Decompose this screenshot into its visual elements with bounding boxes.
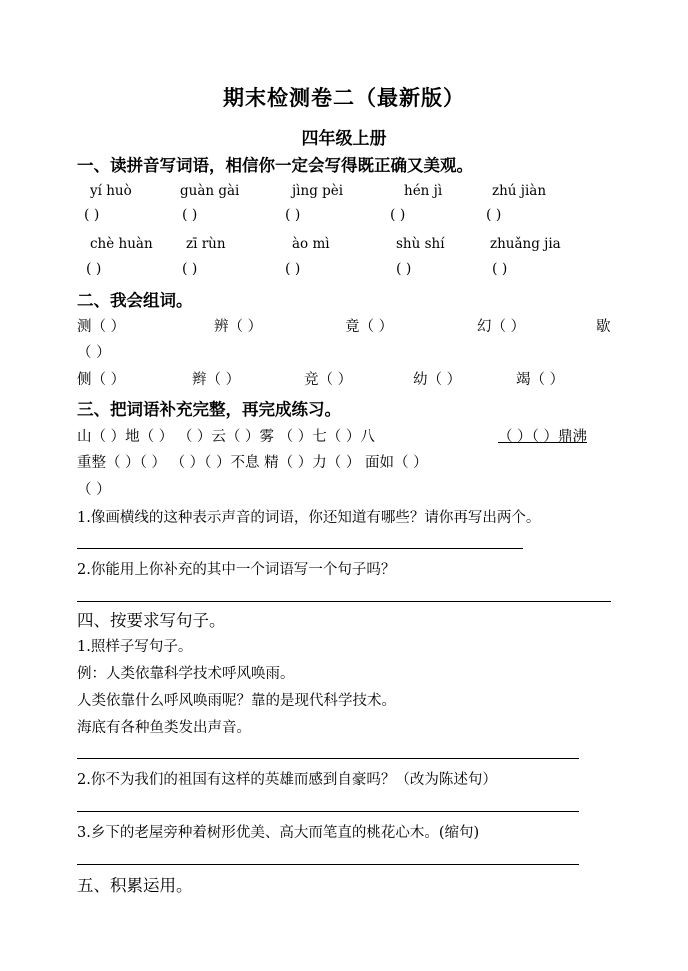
answer-blank[interactable]: ( ) — [285, 261, 301, 277]
example-answer: 人类依靠什么呼风唤雨呢？靠的是现代科学技术。 — [77, 693, 396, 709]
question-1: 1.照样子写句子。 — [77, 639, 193, 655]
word-item[interactable]: 竞（ ） — [304, 372, 353, 388]
pinyin-10: zhuǎng jia — [490, 236, 561, 252]
word-item-wrap[interactable]: （ ） — [77, 345, 111, 361]
idiom-row-1[interactable]: 山（ ）地（ ） （ ）云（ ）雾 （ ）七（ ）八 — [77, 429, 375, 445]
answer-line[interactable] — [77, 548, 523, 549]
section3-heading: 三、把词语补充完整，再完成练习。 — [77, 400, 341, 419]
word-item[interactable]: 竭（ ） — [516, 372, 565, 388]
pinyin-5: zhú jiàn — [492, 183, 547, 199]
question-2: 2.你不为我们的祖国有这样的英雄而感到自豪吗？（改为陈述句） — [77, 772, 497, 788]
pinyin-7: zī rùn — [186, 236, 226, 252]
pinyin-9: shù shí — [396, 236, 445, 252]
idiom-row-3[interactable]: （ ） — [77, 482, 111, 498]
pinyin-3: jìng pèi — [292, 183, 344, 199]
section2-heading: 二、我会组词。 — [77, 291, 193, 310]
question-2: 2.你能用上你补充的其中一个词语写一个句子吗？ — [77, 562, 396, 578]
answer-blank[interactable]: ( ) — [486, 207, 502, 223]
page-subtitle: 四年级上册 — [301, 129, 387, 149]
question-1: 1.像画横线的这种表示声音的词语，你还知道有哪些？请你再写出两个。 — [77, 510, 541, 526]
idiom-row-2[interactable]: 重整（ ）（ ） （ ）（ ）不息 精（ ）力（ ） 面如（ ） — [77, 455, 428, 471]
answer-blank[interactable]: ( ) — [396, 261, 412, 277]
answer-blank[interactable]: ( ) — [182, 261, 198, 277]
prompt-sentence: 海底有各种鱼类发出声音。 — [77, 720, 251, 736]
word-item[interactable]: 辨（ ） — [214, 319, 263, 335]
word-item[interactable]: 侧（ ） — [77, 372, 126, 388]
answer-blank[interactable]: ( ) — [285, 207, 301, 223]
answer-blank[interactable]: ( ) — [84, 207, 100, 223]
answer-line[interactable] — [77, 601, 611, 602]
word-item[interactable]: 竟（ ） — [345, 319, 394, 335]
word-item[interactable]: 辫（ ） — [192, 372, 241, 388]
section1-heading: 一、读拼音写词语，相信你一定会写得既正确又美观。 — [77, 156, 473, 175]
idiom-underlined[interactable]: （ ）（ ）鼎沸 — [498, 429, 587, 445]
word-item[interactable]: 测（ ） — [77, 319, 126, 335]
pinyin-2: guàn gài — [180, 183, 240, 199]
question-3: 3.乡下的老屋旁种着树形优美、高大而笔直的桃花心木。(缩句) — [77, 825, 480, 841]
word-item[interactable]: 幼（ ） — [413, 372, 462, 388]
section4-heading: 四、按要求写句子。 — [77, 611, 226, 630]
pinyin-6: chè huàn — [90, 236, 153, 252]
answer-blank[interactable]: ( ) — [86, 261, 102, 277]
answer-blank[interactable]: ( ) — [182, 207, 198, 223]
answer-line[interactable] — [77, 811, 579, 812]
pinyin-1: yí huò — [90, 183, 132, 199]
example-sentence: 例：人类依靠科学技术呼风唤雨。 — [77, 666, 295, 682]
answer-blank[interactable]: ( ) — [492, 261, 508, 277]
answer-line[interactable] — [77, 864, 579, 865]
word-item[interactable]: 幻（ ） — [477, 319, 526, 335]
word-item[interactable]: 歇 — [596, 319, 611, 335]
page-title: 期末检测卷二（最新版） — [223, 85, 465, 110]
answer-blank[interactable]: ( ) — [390, 207, 406, 223]
pinyin-8: ào mì — [292, 236, 330, 252]
section5-heading: 五、积累运用。 — [77, 876, 193, 895]
pinyin-4: hén jì — [404, 183, 443, 199]
answer-line[interactable] — [77, 758, 579, 759]
